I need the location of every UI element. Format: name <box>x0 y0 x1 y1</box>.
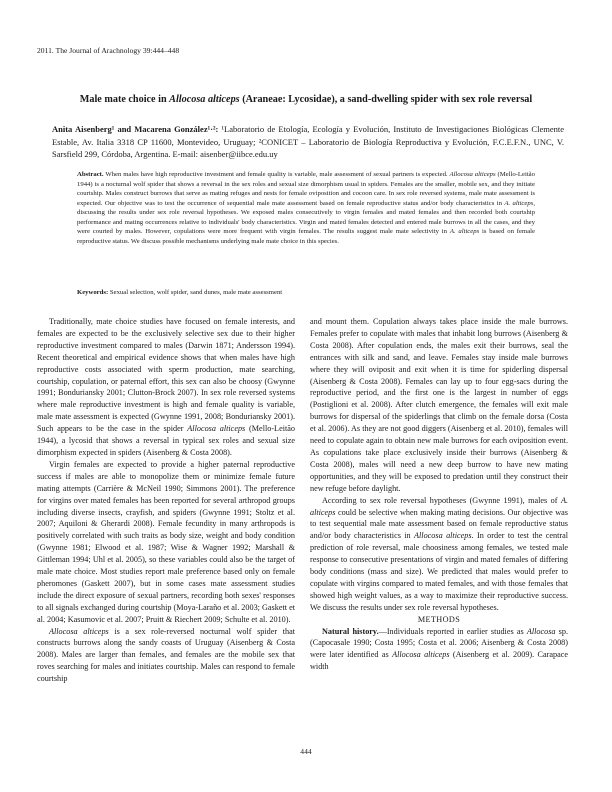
abstract-species: Allocosa alticeps <box>449 171 496 178</box>
article-title <box>37 94 575 105</box>
paragraph-text: . In order to test the central prediction of role reversal, male choosiness among females, we tested male response to consecutive presentations of virgin and mated females of differing body conditions (mass and size). We predicted that males would prefer to copulate with virgins compared to mated females, and with those females that showed high weight values, as a way to maximize their reproductive success. We discuss the results under sex role reversal hypotheses. <box>310 531 569 612</box>
paragraph-text: (Aisenberg et al. 2009). Carapace width <box>310 650 568 672</box>
paragraph-text: is a sex role-reversed nocturnal wolf spider that constructs burrows along the sandy coasts of Uruguay (Aisenberg & Costa 2008). Males are larger than females, and females are the mobile sex that roves searching for males and initiates courtship. Males can respond to female courtship <box>37 626 295 684</box>
paragraph <box>310 626 568 674</box>
title-part-2: (Araneae: Lycosidae), a sand-dwelling spider with sex role reversal <box>239 94 533 105</box>
paragraph: Virgin females are expected to provide a higher paternal reproductive success if males are able to monopolize them or minimize female future mating attempts (Carrière & McNeil 1990; Simmons 2001). The preference for virgins over mated females has been reported for several arthropod groups including diverse insects, crayfish, and spiders (Gwynne 1991; Stoltz et al. 2007; Aquiloni & Gherardi 2008). Female fecundity in many arthropods is positively correlated with such traits as body size, weight and body condition (Gwynne 1981; Elwood et al. 1987; Wise & Wagner 1992; Marshall & Gittleman 1994; Uhl et al. 2005), so these variables could also be the target of male mate choice. Most studies report male preference based only on female pheromones (Gaskett 2007), but in some cases mate assessment studies include the direct exposure of sexual partners, recording both sexes' responses to all signals exchanged during courtship (Moya-Laraño et al. 2003; Gaskett et al. 2004; Kasumovic et al. 2007; Pruitt & Riechert 2009; Schulte et al. 2010). <box>37 459 295 624</box>
species-name: Allocosa alticeps <box>49 626 109 636</box>
paragraph-text: could be selective when making mating decisions. Our objective was to test sequential male mate assessment based on female reproductive status and/or body characteristics in <box>310 507 568 541</box>
keywords <box>77 289 535 296</box>
affiliation-text: ¹Laboratorio de Etología, Ecología y Evolución, Instituto de Investigaciones Biológicas Clemente Estable, Av. Italia 3318 CP 11600, Montevideo, Uruguay; ²CONICET – Laboratorio de Biología Reproductiva y Evolución, F.C.E.F.N., UNC, V. Sarsfield 299, Córdoba, Argentina. E-mail: aisenber@iibce.edu.uy <box>52 124 564 160</box>
abstract-label: Abstract. <box>77 171 104 178</box>
author-names: Anita Aisenberg¹ and Macarena González¹·²: <box>52 124 219 134</box>
species-name: Allocosa alticeps <box>187 424 246 434</box>
running-head: 2011. The Journal of Arachnology 39:444–448 <box>37 46 180 55</box>
abstract-text: When males have high reproductive investment and female quality is variable, male assessment of sexual partners is expected. <box>103 171 450 178</box>
paragraph <box>37 316 295 459</box>
author-affiliations <box>52 123 564 161</box>
abstract-text: (Mello-Leitão 1944) is a nocturnal wolf spider that shows a reversal in the sex roles and sexual size dimorphism usual in spiders. Females are the smaller, mobile sex, and they initiate courtship. Males construct burrows that serve as mating refuges and nests for female oviposition and cocoon care. In sex role reversed systems, male mate assessment is expected. Our objective was to test the occurrence of sequential male mate assessment based on female reproductive status and/or body characteristics in <box>77 171 535 207</box>
body-column-left <box>37 316 295 685</box>
abstract <box>77 170 535 246</box>
body-column-right <box>310 316 568 673</box>
page-number: 444 <box>300 747 312 756</box>
abstract-species: A. alticeps <box>504 199 534 207</box>
keywords-text: Sexual selection, wolf spider, sand dunes, male mate assessment <box>108 289 283 296</box>
paragraph-text: —Individuals reported in earlier studies as <box>378 626 527 636</box>
species-name: A. alticeps <box>310 495 568 517</box>
abstract-species: A. alticeps <box>449 228 480 236</box>
abstract-text: is based on female reproductive status. We discuss possible mechanisms underlying male mate choice in this species. <box>77 228 535 245</box>
paragraph <box>310 495 568 614</box>
paragraph-text: sp. (Capocasale 1990; Costa 1995; Costa et al. 2006; Aisenberg & Costa 2008) were later identified as <box>310 626 568 660</box>
paragraph-text: (Mello-Leitão 1944), a lycosid that shows a reversal in typical sex roles and sexual size dimorphism expected in spiders (Aisenberg & Costa 2008). <box>37 424 295 457</box>
paragraph: and mount them. Copulation always takes place inside the male burrows. Females prefer to copulate with males that inhabit long burrows (Aisenberg & Costa 2008). After copulation ends, the males exit their burrows, seal the entrances with silk and sand, and leave. Females stay inside male burrows where they will oviposit and exit when it is time for spiderling dispersal (Aisenberg & Costa 2008). Females can lay up to four egg-sacs during the reproductive period, and the first one is the largest in number of eggs (Postiglioni et al. 2008). After clutch emergence, the females will exit male burrows for dispersal of the spiderlings that climb on the female dorsa (Costa et al. 2006). As they are not good diggers (Aisenberg et al. 2010), females will need to copulate again to obtain new male burrows for each oviposition event. As copulations take place exclusively inside their burrows (Aisenberg & Costa 2008), males will need a new deep burrow to have new mating opportunities, and they will be exposed to predation until they construct their new refuge before daylight. <box>310 317 568 493</box>
species-name: Allocosa alticeps <box>414 531 472 541</box>
paragraph-text: Traditionally, mate choice studies have focused on female interests, and females are expected to be the exclusively selective sex due to their higher reproductive investment compared to males (Darwin 1871; Andersson 1994). Recent theoretical and empirical evidence shows that when males have high reproductive costs associated with sperm production, mate searching, courtship, copulation, or paternal effort, this sex can also be choosy (Gwynne 1991; Bonduriansky 2001; Clutton-Brock 2007). In sex role reversed systems where male reproductive investment is high and female quality is variable, male mate assessment is expected (Gwynne 1991, 2008; Bonduriansky 2001). Such appears to be the case in the spider <box>37 317 295 434</box>
keywords-label: Keywords: <box>77 289 109 296</box>
species-name: Allocosa alticeps <box>392 650 450 660</box>
title-part-1: Male mate choice in <box>79 94 170 105</box>
species-name: Allocosa <box>526 626 556 636</box>
subsection-heading: Natural history. <box>322 626 379 636</box>
paragraph <box>37 626 295 686</box>
title-species: Allocosa alticeps <box>169 94 240 105</box>
paragraph-text: According to sex role reversal hypotheses (Gwynne 1991), males of <box>322 495 561 505</box>
abstract-text: , discussing the results under sex role reversal hypotheses. We exposed males consecutively to virgin females and mated females and then recorded both courtship performance and mating occurrences relative to individuals' body characteristics. Virgin and mated females detected and entered male burrows in all the cases, and they were courted by males. However, copulations were more frequent with virgin females. The results suggest male mate selectivity in <box>77 199 535 236</box>
section-heading-methods: METHODS <box>417 614 461 624</box>
